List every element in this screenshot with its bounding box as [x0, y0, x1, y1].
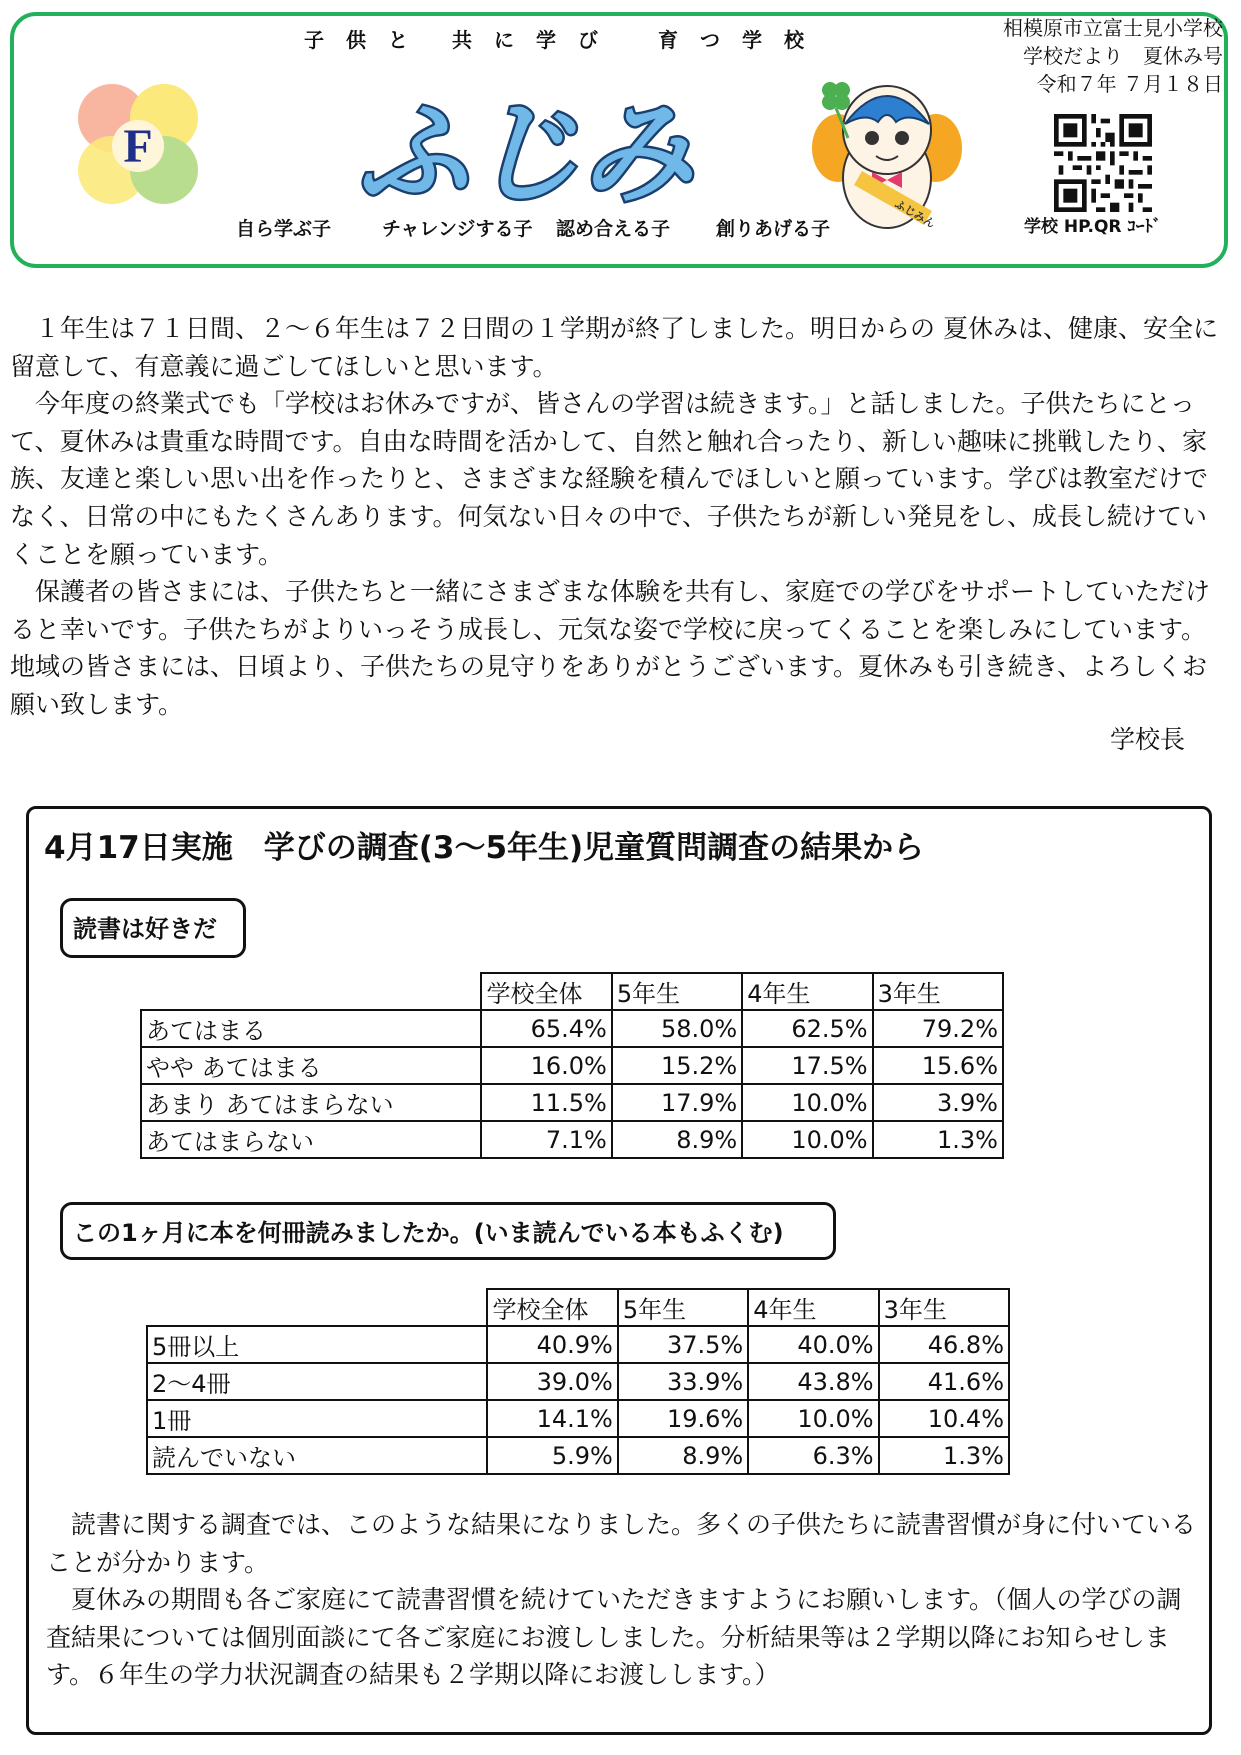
title-text: ふじみ	[357, 89, 693, 219]
table-column-header: 4年生	[742, 973, 872, 1010]
table-column-header: 5年生	[612, 973, 742, 1010]
row-label: 読んでいない	[147, 1437, 487, 1474]
school-info	[1003, 14, 1223, 98]
logo-letter: F	[123, 120, 153, 173]
table-cell: 5.9%	[487, 1437, 617, 1474]
table-column-header: 5年生	[618, 1289, 748, 1326]
summary-paragraph: 読書に関する調査では、このような結果になりました。多くの子供たちに読書習慣が身に付いていることが分かります。	[46, 1510, 1197, 1577]
table-corner	[141, 973, 481, 1010]
table-cell: 62.5%	[742, 1010, 872, 1047]
motto-char: に	[494, 28, 514, 52]
question-2-label: この1ヶ月に本を何冊読みましたか。(いま読んでいる本もふくむ)	[60, 1202, 836, 1260]
row-label: 1冊	[147, 1400, 487, 1437]
table-cell: 39.0%	[487, 1363, 617, 1400]
table-cell: 14.1%	[487, 1400, 617, 1437]
mascot-icon	[808, 68, 966, 238]
row-label: あてはまらない	[141, 1121, 481, 1158]
table-cell: 8.9%	[612, 1121, 742, 1158]
table-cell: 40.0%	[748, 1326, 878, 1363]
table-cell: 15.2%	[612, 1047, 742, 1084]
motto-char: 子	[304, 28, 324, 52]
issue-date: 令和７年 ７月１８日	[1036, 72, 1223, 96]
value-item: 創りあげる子	[716, 218, 831, 240]
table-cell: 11.5%	[481, 1084, 611, 1121]
table-cell: 37.5%	[618, 1326, 748, 1363]
table-cell: 79.2%	[873, 1010, 1003, 1047]
table-header-row	[141, 973, 1003, 1010]
table-row	[141, 1010, 1003, 1047]
table-cell: 1.3%	[879, 1437, 1009, 1474]
value-item: 自ら学ぶ子	[236, 218, 332, 240]
table-cell: 65.4%	[481, 1010, 611, 1047]
table-cell: 1.3%	[873, 1121, 1003, 1158]
table-row	[147, 1437, 1009, 1474]
table-cell: 40.9%	[487, 1326, 617, 1363]
value-item: 認め合える子	[556, 218, 671, 240]
table-cell: 10.0%	[748, 1400, 878, 1437]
qr-code-icon	[1054, 114, 1152, 212]
table-cell: 7.1%	[481, 1121, 611, 1158]
signature: 学校長	[1109, 725, 1185, 754]
table-cell: 15.6%	[873, 1047, 1003, 1084]
row-label: あてはまる	[141, 1010, 481, 1047]
table-cell: 3.9%	[873, 1084, 1003, 1121]
motto-char: 供	[346, 28, 366, 52]
row-label: あまり あてはまらない	[141, 1084, 481, 1121]
value-item: チャレンジする子	[382, 218, 533, 240]
motto-char: 育	[658, 28, 678, 52]
table-row	[147, 1400, 1009, 1437]
table-column-header: 3年生	[879, 1289, 1009, 1326]
table-cell: 10.4%	[879, 1400, 1009, 1437]
table-cell: 33.9%	[618, 1363, 748, 1400]
motto-char: 共	[452, 28, 472, 52]
table-cell: 10.0%	[742, 1084, 872, 1121]
table-header-row	[147, 1289, 1009, 1326]
table-row	[141, 1084, 1003, 1121]
table-cell: 41.6%	[879, 1363, 1009, 1400]
motto-char: と	[388, 28, 408, 52]
table-row	[147, 1326, 1009, 1363]
issue-name: 学校だより 夏休み号	[1023, 44, 1223, 68]
motto-char: び	[578, 28, 598, 52]
qr-caption: 学校 HP.QR ｺｰﾄﾞ	[1024, 217, 1162, 237]
table-cell: 16.0%	[481, 1047, 611, 1084]
table-cell: 17.5%	[742, 1047, 872, 1084]
question-1-label: 読書は好きだ	[60, 898, 246, 958]
table-cell: 6.3%	[748, 1437, 878, 1474]
summary-paragraph: 夏休みの期間も各ご家庭にて読書習慣を続けていただきますようにお願いします。（個人の学びの調査結果については個別面談にて各ご家庭にお渡ししました。分析結果等は２学期以降にお知らせします。６年生の学力状況調査の結果も２学期以降にお渡しします。）	[46, 1585, 1182, 1690]
row-label: 2～4冊	[147, 1363, 487, 1400]
table-corner	[147, 1289, 487, 1326]
survey-summary	[46, 1506, 1196, 1694]
message-paragraph: 今年度の終業式でも「学校はお休みですが、皆さんの学習は続きます。」と話しました。子供たちにとって、夏休みは貴重な時間です。自由な時間を活かして、自然と触れ合ったり、新しい趣味に挑戦したり、家族、友達と楽しい思い出を作ったりと、さまざまな経験を積んでほしいと願っています。学びは教室だけでなく、日常の中にもたくさんあります。何気ない日々の中で、子供たちが新しい発見をし、成長し続けていくことを願っています。	[10, 389, 1209, 569]
mascot-sash-text: ふじみん	[892, 197, 938, 231]
clover-logo-icon	[62, 70, 214, 222]
table-cell: 8.9%	[618, 1437, 748, 1474]
table-cell: 19.6%	[618, 1400, 748, 1437]
table-cell: 17.9%	[612, 1084, 742, 1121]
table-column-header: 学校全体	[481, 973, 611, 1010]
question-2-table	[146, 1288, 1010, 1475]
table-row	[141, 1047, 1003, 1084]
row-label: 5冊以上	[147, 1326, 487, 1363]
table-column-header: 学校全体	[487, 1289, 617, 1326]
table-column-header: 3年生	[873, 973, 1003, 1010]
table-row	[141, 1121, 1003, 1158]
table-cell: 43.8%	[748, 1363, 878, 1400]
row-label: やや あてはまる	[141, 1047, 481, 1084]
message-paragraph: １年生は７１日間、２～６年生は７２日間の１学期が終了しました。明日からの 夏休みは、健康、安全に留意して、有意義に過ごしてほしいと思います。	[10, 314, 1218, 381]
motto-char: 学	[536, 28, 556, 52]
newsletter-title	[330, 74, 720, 224]
message-paragraph: 保護者の皆さまには、子供たちと一緒にさまざまな体験を共有し、家庭での学びをサポートしていただけると幸いです。子供たちがよりいっそう成長し、元気な姿で学校に戻ってくることを楽しみにしています。地域の皆さまには、日頃より、子供たちの見守りをありがとうございます。夏休みも引き続き、よろしくお願い致します。	[10, 577, 1211, 719]
table-cell: 46.8%	[879, 1326, 1009, 1363]
school-name: 相模原市立富士見小学校	[1003, 16, 1223, 40]
table-row	[147, 1363, 1009, 1400]
table-cell: 10.0%	[742, 1121, 872, 1158]
table-column-header: 4年生	[748, 1289, 878, 1326]
motto-char: 校	[784, 28, 804, 52]
motto-char: 学	[742, 28, 762, 52]
motto-char: つ	[700, 28, 720, 52]
table-cell: 58.0%	[612, 1010, 742, 1047]
survey-title: 4月17日実施 学びの調査(3～5年生)児童質問調査の結果から	[44, 830, 925, 866]
principal-message	[10, 310, 1220, 724]
question-1-table	[140, 972, 1004, 1159]
